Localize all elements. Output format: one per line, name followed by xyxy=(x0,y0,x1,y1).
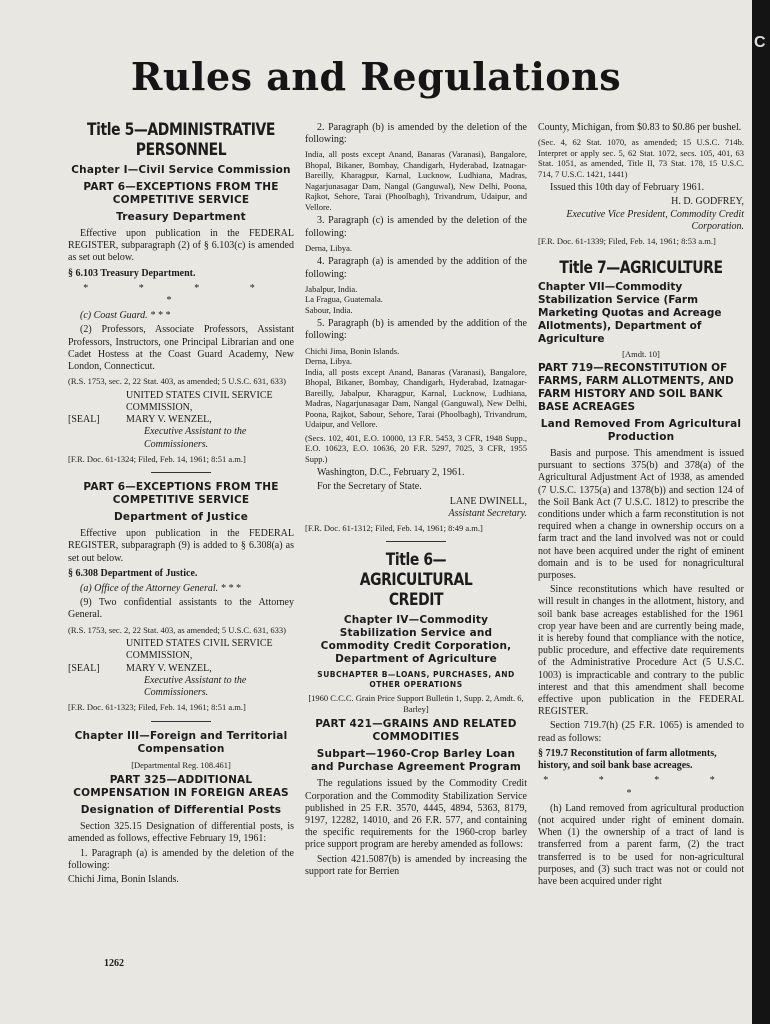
subchapter-heading: SUBCHAPTER B—LOANS, PURCHASES, AND OTHER OPERATIONS xyxy=(317,670,515,690)
paragraph: (a) Office of the Attorney General. * * * xyxy=(80,583,241,595)
seal-label: [SEAL] xyxy=(68,414,100,426)
paragraph: Section 421.5087(b) is amended by increasing the support rate for Berrien xyxy=(305,853,527,877)
signer-name: MARY V. WENZEL, xyxy=(126,414,212,426)
section-heading: § 6.308 Department of Justice. xyxy=(68,567,198,579)
part-heading: PART 421—GRAINS AND RELATED COMMODITIES xyxy=(315,718,517,744)
paragraph: (c) Coast Guard. * * * xyxy=(80,310,171,322)
stars-separator: * * * * * xyxy=(543,775,739,799)
list-entry: India, all posts except Anand, Banaras (Varanasi), Bangalore, Bhopal, Bikaner, Bombay, Chandigarh, Hyderabad, Izatnagar-Bareilly, Jabalpur, Kharagpur, Karnal, Lucknow, Ludhiana, Madras, Nagarjunasagar Dam, Nangal (Ganguwal), New Delhi, Poona, Rajkot, Sabour, Sehore, Tarai (Phoolbagh), Trivandrum, Udaipur, and Vellore. xyxy=(305,366,527,430)
dept-heading: Treasury Department xyxy=(116,211,246,223)
date-line: Washington, D.C., February 2, 1961. xyxy=(317,467,465,479)
stars-separator: * * * * * xyxy=(83,282,279,307)
list-entry: Chichi Jima, Bonin Islands. xyxy=(68,874,179,885)
part-heading: PART 6—EXCEPTIONS FROM THE COMPETITIVE SERVICE xyxy=(83,481,279,507)
signer-name: MARY V. WENZEL, xyxy=(126,662,212,674)
fr-doc-note: [F.R. Doc. 61-1339; Filed, Feb. 14, 1961; 8:53 a.m.] xyxy=(538,236,716,247)
amdt-note: [Amdt. 10] xyxy=(622,348,660,359)
chapter-heading: Chapter VII—Commodity Stabilization Service (Farm Marketing Quotas and Acreage Allotments), Department of Agriculture xyxy=(538,280,722,345)
paragraph: County, Michigan, from $0.83 to $0.86 per bushel. xyxy=(538,122,742,133)
divider xyxy=(386,541,446,542)
signature-block xyxy=(68,390,294,451)
reg-note: [Departmental Reg. 108.461] xyxy=(131,759,231,770)
part-heading: PART 719—RECONSTITUTION OF FARMS, FARM ALLOTMENTS, AND FARM HISTORY AND SOIL BANK BASE ACREAGES xyxy=(538,362,734,414)
paragraph: 1. Paragraph (a) is amended by the deletion of the following: xyxy=(68,847,294,871)
signature-org: UNITED STATES CIVIL SERVICE COMMISSION, xyxy=(126,389,273,413)
paragraph: 3. Paragraph (c) is amended by the deletion of the following: xyxy=(305,215,527,239)
authority-citation: (R.S. 1753, sec. 2, 22 Stat. 403, as amended; 5 U.S.C. 631, 633) xyxy=(68,376,286,387)
paragraph: Since reconstitutions which have resulted or will result in changes in the allotment, history, and soil bank base acreages established for the 1961 crop year have been and are currently being made, it is hereby found that compliance with the notice, public procedure, and effective date requirements of the Administrative Procedure Act (5 U.S.C. 1003) is impracticable and contrary to the public interest and that this amendment shall become effective upon publication in the FEDERAL REGISTER. xyxy=(538,584,744,718)
paragraph: Section 719.7(h) (25 F.R. 1065) is amended to read as follows: xyxy=(538,720,744,744)
divider xyxy=(151,472,211,473)
chapter-heading: Chapter I—Civil Service Commission xyxy=(71,164,291,176)
paragraph: (h) Land removed from agricultural production (not acquired under right of eminent domain. When (1) the ownership of a tract of land is transferred from a parent farm, (2) the tract transferred is to be used for non-agricultural purposes, and (3) such tract was not or could not have been acquired under right xyxy=(538,802,744,887)
paragraph: 2. Paragraph (b) is amended by the deletion of the following: xyxy=(305,122,527,146)
dept-heading: Department of Justice xyxy=(113,511,249,524)
paragraph: 4. Paragraph (a) is amended by the addition of the following: xyxy=(305,256,527,280)
authority-citation: (Sec. 4, 62 Stat. 1070, as amended; 15 U.S.C. 714b. Interpret or apply sec. 5, 62 Stat. 1072, secs. 105, 401, 63 Stat. 1051, as amended, Title II, 73 Stat. 178, 15 U.S.C. 714, 7 U.S.C. 1421, 1441) xyxy=(538,137,744,179)
signature-block xyxy=(68,638,294,699)
title-heading: Title 5—ADMINISTRATIVE PERSONNEL xyxy=(87,120,275,160)
sub-heading: Land Removed From Agricultural Production xyxy=(540,418,742,444)
list-entry: India, all posts except Anand, Banaras (Varanasi), Bangalore, Bhopal, Bikaner, Bombay, Chandigarh, Hyderabad, Izatnagar-Bareilly, Kharagpur, Karnal, Lucknow, Ludhiana, Madras, Nagarjunasagar Dam, Nangal (Ganguwal), New Delhi, Poona, Rajkot, Sehore, Tarai (Phoolbagh), Trivandrum, Udaipur, and Vellore. xyxy=(305,149,527,212)
signer-name: H. D. GODFREY, xyxy=(671,196,744,208)
seal-label: [SEAL] xyxy=(68,662,100,674)
chapter-heading: Chapter III—Foreign and Territorial Compensation xyxy=(74,729,288,755)
signer-title: Executive Assistant to the Commissioners. xyxy=(144,674,247,698)
signature-org: UNITED STATES CIVIL SERVICE COMMISSION, xyxy=(126,638,273,662)
signer-title: Assistant Secretary. xyxy=(448,507,527,519)
part-heading: PART 325—ADDITIONAL COMPENSATION IN FOREIGN AREAS xyxy=(73,774,289,800)
list-entry: Derna, Libya. xyxy=(305,242,352,253)
paragraph: Section 325.15 Designation of differential posts, is amended as follows, effective February 19, 1961: xyxy=(68,821,294,845)
signer-title: Executive Vice President, Commodity Credit Corporation. xyxy=(566,208,744,232)
page-number: 1262 xyxy=(104,958,124,969)
paragraph: (9) Two confidential assistants to the Attorney General. xyxy=(68,597,294,621)
column-3 xyxy=(538,120,744,890)
column-1 xyxy=(68,120,294,888)
list-entry: Chichi Jima, Bonin Islands. Derna, Libya. xyxy=(305,345,400,367)
edge-glyph: C xyxy=(754,34,766,51)
authority-citation: (R.S. 1753, sec. 2, 22 Stat. 403, as amended; 5 U.S.C. 631, 633) xyxy=(68,624,286,635)
paragraph: Effective upon publication in the FEDERAL REGISTER, subparagraph (2) of § 6.103(c) is amended as set out below. xyxy=(68,228,294,264)
divider xyxy=(151,721,211,722)
fr-doc-note: [F.R. Doc. 61-1312; Filed, Feb. 14, 1961; 8:49 a.m.] xyxy=(305,522,483,533)
signer-name: LANE DWINELL, xyxy=(449,495,527,507)
section-heading: § 6.103 Treasury Department. xyxy=(68,267,196,279)
bulletin-note: [1960 C.C.C. Grain Price Support Bulletin 1, Supp. 2, Amdt. 6, Barley] xyxy=(308,693,524,714)
subpart-heading: Subpart—1960-Crop Barley Loan and Purchase Agreement Program xyxy=(311,748,521,774)
column-2 xyxy=(305,120,527,880)
paragraph: (2) Professors, Associate Professors, Assistant Professors, Instructors, one Principal Librarian and one Cadet Hostess at the Coast Guard Academy, New London, Connecticut. xyxy=(68,324,294,373)
fr-doc-note: [F.R. Doc. 61-1323; Filed, Feb. 14, 1961; 8:51 a.m.] xyxy=(68,702,246,713)
for-line: For the Secretary of State. xyxy=(317,481,422,493)
paragraph: Effective upon publication in the FEDERAL REGISTER, subparagraph (9) is added to § 6.308(a) as set out below. xyxy=(68,528,294,564)
section-heading: § 719.7 Reconstitution of farm allotments, history, and soil bank base acreages. xyxy=(538,747,717,772)
title-heading: Title 6—AGRICULTURAL CREDIT xyxy=(359,550,473,611)
paragraph: Basis and purpose. This amendment is issued pursuant to sections 375(b) and 378(a) of the Agricultural Adjustment Act of 1938, as amended (7 U.S.C. 1375(a) and 1378(b)) and section 124 of the Soil Bank Act (7 U.S.C. 1812) to prescribe the conditions under which a farm reconstitution is not required when a change in ownership occurs on a farm tract and the land involved was not or could not have been acquired under the right of eminent domain and is to be used for nonagricultural purposes. xyxy=(538,448,744,582)
part-heading: PART 6—EXCEPTIONS FROM THE COMPETITIVE SERVICE xyxy=(83,181,279,206)
chapter-heading: Chapter IV—Commodity Stabilization Service and Commodity Credit Corporation, Department of Agriculture xyxy=(320,614,512,666)
paragraph: The regulations issued by the Commodity Credit Corporation and the Commodity Stabilization Service published in 25 F.R. 3570, 4445, 4894, 5363, 8179, 9197, 12282, 14010, and 26 F.R. 577, and containing the specific requirements for the 1960-crop barley price support program are hereby amended as follows: xyxy=(305,778,527,851)
adjacent-page-edge xyxy=(752,0,770,1024)
masthead: Rules and Regulations xyxy=(130,54,622,99)
authority-citation: (Secs. 102, 401, E.O. 10000, 13 F.R. 5453, 3 CFR, 1948 Supp., E.O. 10623, E.O. 10636, 20 F.R. 5297, 7025, 3 CFR, 1955 Supp.) xyxy=(305,432,527,464)
title-heading: Title 7—AGRICULTURE xyxy=(559,257,723,278)
fr-doc-note: [F.R. Doc. 61-1324; Filed, Feb. 14, 1961; 8:51 a.m.] xyxy=(68,453,246,464)
sub-heading: Designation of Differential Posts xyxy=(80,804,282,817)
paragraph: 5. Paragraph (b) is amended by the addition of the following: xyxy=(305,318,527,342)
list-entry: Jabalpur, India. La Fragua, Guatemala. Sabour, India. xyxy=(305,283,383,315)
issued-line: Issued this 10th day of February 1961. xyxy=(550,182,705,194)
signer-title: Executive Assistant to the Commissioners. xyxy=(144,426,247,450)
